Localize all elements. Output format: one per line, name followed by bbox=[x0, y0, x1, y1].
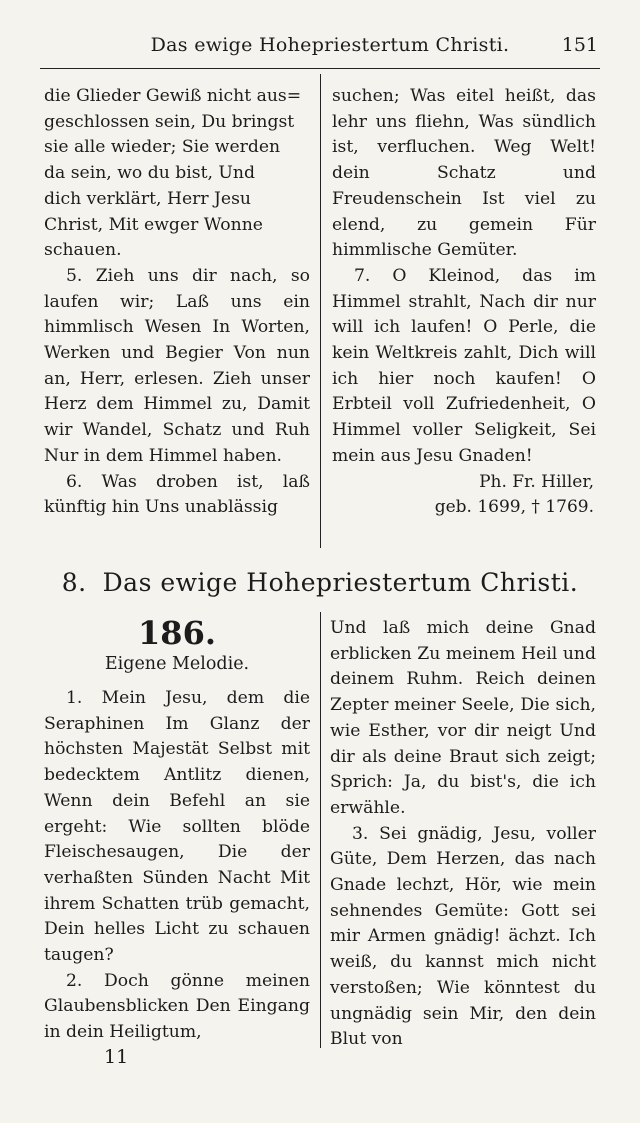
top-right-column bbox=[332, 84, 596, 521]
section-heading bbox=[40, 568, 600, 597]
hymn-number: 186. bbox=[138, 614, 216, 652]
running-head bbox=[40, 31, 600, 61]
signature-mark: 11 bbox=[104, 1046, 129, 1068]
melody-note: Eigene Melodie. bbox=[104, 654, 250, 674]
author-name: Ph. Fr. Hiller, bbox=[479, 471, 594, 492]
bottom-left-column bbox=[44, 686, 310, 1046]
section-number: 8. bbox=[61, 568, 87, 597]
verse-7: 7. O Kleinod, das im Himmel strahlt, Nach dir nur will ich laufen! O Perle, die kein Weltkreis zahlt, Dich will ich hier noch kaufen! O Erbteil voll Zufriedenheit, O Himmel voller Seligkeit, Sei mein aus Jesu Gnaden! bbox=[332, 265, 596, 466]
top-left-column bbox=[44, 84, 310, 521]
author-dates: geb. 1699, † 1769. bbox=[434, 497, 594, 518]
verse-6-start: 6. Was droben ist, laß künftig hin Uns unablässig bbox=[44, 471, 310, 518]
verse-4-end-line: Christ, Mit ewger Wonne bbox=[44, 214, 263, 235]
verse-4-end-line: geschlossen sein, Du bringst bbox=[44, 111, 295, 132]
verse-4-end-line: dich verklärt, Herr Jesu bbox=[44, 188, 251, 209]
verse-3: 3. Sei gnädig, Jesu, voller Güte, Dem Herzen, das nach Gnade lechzt, Hör, wie mein sehnendes Gemüte: Gott sei mir Armen gnädig! ächzt. Ich weiß, du kannst mich nicht verstoßen; Wie könntest du ungnädig sein Mir, den dein Blut von bbox=[330, 823, 596, 1050]
header-rule bbox=[40, 68, 600, 69]
verse-4-end-line: sie alle wieder; Sie werden bbox=[44, 137, 281, 158]
verse-2-continuation: Und laß mich deine Gnad erblicken Zu meinem Heil und deinem Ruhm. Reich deinen Zepter meiner Seele, Die sich, wie Esther, vor dir neigt Und dir als deine Braut sich zeigt; Sprich: Ja, du bist's, die ich erwähle. bbox=[330, 618, 596, 818]
verse-6-continuation: suchen; Was eitel heißt, das lehr uns fliehn, Was sündlich ist, verfluchen. Weg Welt! dein Schatz und Freudenschein Ist viel zu elend, zu gemein Für himmlische Gemüter. bbox=[332, 86, 596, 261]
verse-4-end-line: schauen. bbox=[44, 240, 122, 261]
column-divider-bottom bbox=[320, 612, 321, 1048]
verse-5: 5. Zieh uns dir nach, so laufen wir; Laß uns ein himmlisch Wesen In Worten, Werken und Begier Von nun an, Herr, erlesen. Zieh unser Herz dem Himmel zu, Damit wir Wandel, Schatz und Ruh Nur in dem Himmel haben. bbox=[44, 265, 310, 466]
page-number: 151 bbox=[561, 34, 598, 56]
column-divider-top bbox=[320, 74, 321, 548]
running-head-title: Das ewige Hohepriestertum Christi. bbox=[150, 34, 510, 56]
verse-2-start: 2. Doch gönne meinen Glaubensblicken Den Eingang in dein Heiligtum, bbox=[44, 970, 310, 1043]
verse-4-end-line: die Glieder Gewiß nicht aus= bbox=[44, 86, 302, 106]
section-title: Das ewige Hohepriestertum Christi. bbox=[102, 568, 579, 597]
verse-4-end-line: da sein, wo du bist, Und bbox=[44, 163, 255, 184]
bottom-right-column bbox=[330, 616, 596, 1053]
verse-1: 1. Mein Jesu, dem die Seraphinen Im Glanz der höchsten Majestät Selbst mit bedecktem Antlitz dienen, Wenn dein Befehl an sie ergeht: Wie sollten blöde Fleischesaugen, Die der verhaßten Sünden Nacht Mit ihrem Schatten trüb gemacht, Dein helles Licht zu schauen taugen? bbox=[44, 688, 310, 966]
author-attribution bbox=[332, 470, 596, 521]
